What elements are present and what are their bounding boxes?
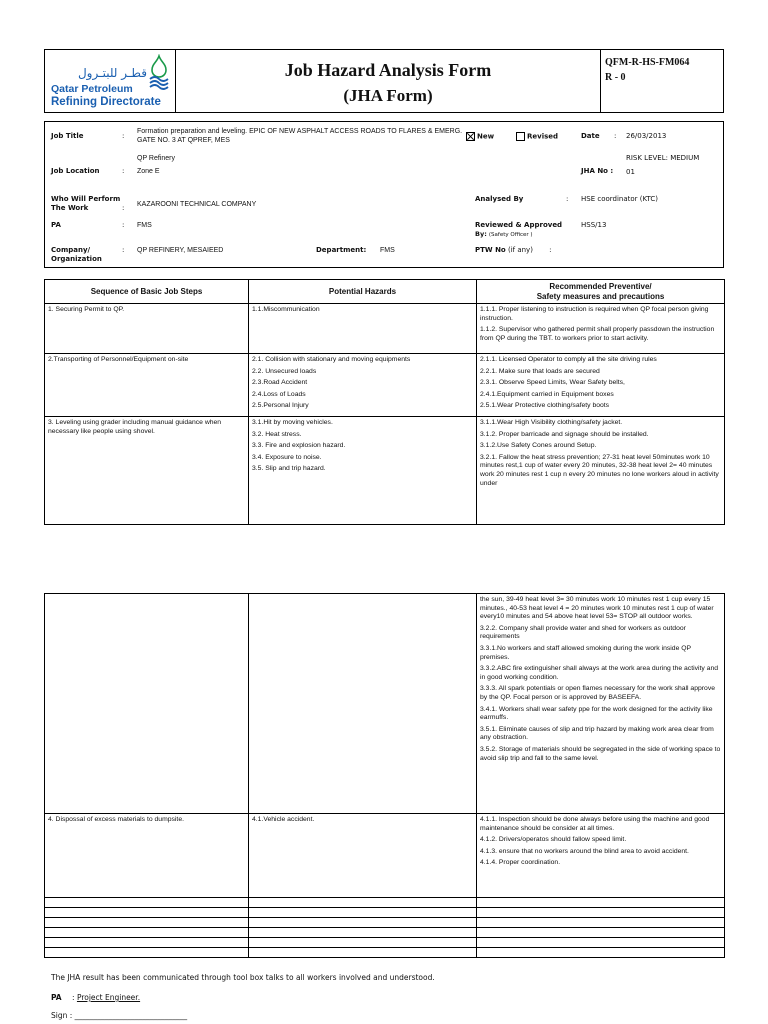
jha-no-label: JHA No : [581,167,614,175]
logo-company-name: Qatar Petroleum [51,83,133,95]
measure-item: 2.3.1. Observe Speed Limits, Wear Safety belts, [480,379,625,387]
revised-label: Revised [527,132,559,141]
measure-cell [477,814,725,898]
pa-label: PA [51,221,61,229]
table-row [45,814,725,898]
reviewed-by-note: (Safety Officer ) [488,232,533,238]
measure-item: 2.5.1.Wear Protective clothing/safety boots [480,402,610,410]
empty-cell [249,948,477,958]
empty-cell [477,928,725,938]
colon: : [122,221,125,229]
form-title: Job Hazard Analysis Form [284,60,492,80]
doc-code: QFM-R-HS-FM064 [605,57,690,68]
hazard-item: 3.4. Exposure to noise. [252,453,322,461]
empty-cell [249,928,477,938]
date-label: Date [581,132,600,140]
footer-pa-label: PA [51,993,62,1002]
measure-item: 4.1.4. Proper coordination. [480,859,561,867]
empty-cell [249,918,477,928]
empty-cell [249,908,477,918]
empty-cell [45,918,249,928]
form-subtitle: (JHA Form) [343,86,433,105]
hazard-item: 1.1.Miscommunication [252,306,320,313]
hazard-cell [249,416,477,524]
empty-table-row [45,938,725,948]
hazard-item: 2.4.Loss of Loads [252,390,306,398]
logo-arabic-text: قطـر للبتـرول [77,66,147,80]
table-row [45,354,725,417]
empty-cell [45,938,249,948]
measure-item: 3.1.1.Wear High Visibility clothing/safety jacket. [480,418,623,426]
communicated-note: The JHA result has been communicated through tool box talks to all workers involved and understood. [51,973,435,982]
measure-item: the sun, 39-49 heat level 3= 30 minutes work 10 minutes rest 1 cup every 15 minutes., 40-53 heat level 4 = 20 minutes work 10 minutes rest 1 cup of water every10 minutes and 54 above heat level 53= STOP all outdoor works. [480,596,714,621]
footer-sign-label: Sign : [51,1011,73,1020]
measure-item: 3.2.1. Fallow the heat stress prevention; 27-31 heat level 50minutes work 10 minutes rest,1 cup of water every 20 minutes, 32-38 heat level 2= 40 minutes work 20 minutes rest 1 cup n every 20 minutes no lone workers aloud in activity under [480,453,719,487]
col-header-hazards: Potential Hazards [249,280,477,304]
hazard-item: 3.5. Slip and trip hazard. [252,465,326,473]
empty-table-row [45,928,725,938]
doc-revision: R - 0 [605,72,626,83]
measure-cell [477,416,725,524]
job-location-value-1: QP Refinery [137,155,175,162]
measure-item: 1.1.2. Supervisor who gathered permit shall properly passdown the instruction from QP during the TBT. to workers prior to start activity. [480,326,715,342]
job-step-cell [45,814,249,898]
job-location-label: Job Location [51,167,100,175]
footer-pa-line [51,993,140,1002]
date-value: 26/03/2013 [626,132,667,140]
measure-cell [477,304,725,354]
empty-cell [477,908,725,918]
job-step-cell [45,594,249,814]
job-step-text: 3. Leveling using grader including manual guidance when necessary like people using shovel. [48,418,222,435]
job-step-text: 4. Dispossal of excess materials to dumpsite. [48,816,184,823]
job-info-box [44,121,724,268]
reviewed-by-line [475,230,533,239]
measure-item: 3.3.1.No workers and staff allowed smoking during the work inside QP premises. [480,644,691,661]
measure-item: 4.1.2. Drivers/operatos should fallow speed limit. [480,836,627,844]
job-step-text: 2.Transporting of Personnel/Equipment on-site [48,356,189,363]
hazard-item: 4.1.Vehicle accident. [252,816,315,823]
who-perform-label: Who Will Perform The Work [51,195,121,212]
empty-cell [45,898,249,908]
measure-item: 3.4.1. Workers shall wear safety ppe for the work designed for the activity like earmuffs. [480,705,713,722]
hazard-item: 2.3.Road Accident [252,379,308,387]
empty-cell [45,908,249,918]
empty-table-row [45,908,725,918]
footer-pa-value: Project Engineer. [76,993,141,1002]
table-row [45,594,725,814]
logo-division-name: Refining Directorate [51,96,161,108]
colon: : [614,132,617,140]
job-location-value-2: Zone E [137,168,160,175]
qp-logo [49,54,173,110]
measure-item: 3.2.2. Company shall provide water and shed for workers as outdoor requirements [480,624,686,641]
empty-cell [249,938,477,948]
form-header [44,49,724,113]
measure-item: 4.1.1. Inspection should be done always before using the machine and good maintenance should be consider at all times. [480,816,710,832]
hazard-item: 2.1. Collision with stationary and moving equipments [252,356,411,363]
empty-table-row [45,948,725,958]
reviewed-label: Reviewed & Approved [475,221,563,229]
who-perform-value: KAZAROONI TECHNICAL COMPANY [137,201,257,208]
footer-sign-line [51,1011,187,1020]
measure-item: 3.3.2.ABC fire extinguisher shall always at the work area during the activity and in good working condition. [480,665,719,681]
job-title-label: Job Title [51,132,84,140]
job-step-cell [45,304,249,354]
pa-value: FMS [137,222,152,229]
checkbox-checked-icon [466,132,475,141]
hazard-item: 3.3. Fire and explosion hazard. [252,442,346,450]
risk-level: RISK LEVEL: MEDIUM [626,154,700,162]
checkbox-empty-icon [516,132,525,141]
ptw-label: PTW No [475,246,506,254]
reviewed-value: HSS/13 [581,221,607,229]
company-value: QP REFINERY, MESAIEED [137,247,224,254]
footer-sign-underline: ______________________________ [74,1011,188,1020]
new-checkbox[interactable] [466,132,494,142]
table-row [45,416,725,524]
col-header-steps: Sequence of Basic Job Steps [45,280,249,304]
empty-cell [477,938,725,948]
measure-item: 1.1.1. Proper listening to instruction is required when QP focal person giving instruction. [480,306,709,322]
hazard-item: 2.2. Unsecured loads [252,367,317,375]
empty-cell [45,948,249,958]
measure-cell [477,354,725,417]
measure-item: 3.1.2. Proper barricade and signage should be installed. [480,430,649,438]
qp-emblem-icon [147,54,171,90]
colon: : [122,167,125,175]
job-step-cell [45,354,249,417]
department-value: FMS [380,247,395,254]
jha-no-value: 01 [626,168,635,176]
measure-item: 3.1.2.Use Safety Cones around Setup. [480,442,597,450]
col-header-measures-line2: Safety measures and precautions [536,291,665,301]
empty-table-row [45,898,725,908]
hazard-cell [249,304,477,354]
col-header-measures-line1: Recommended Preventive/ [549,281,652,291]
measure-item: 2.2.1. Make sure that loads are secured [480,367,600,375]
table-row [45,304,725,354]
empty-cell [249,898,477,908]
colon: : [72,993,75,1002]
measure-item: 2.4.1.Equipment carried in Equipment boxes [480,390,614,398]
new-label: New [477,132,495,141]
measure-item: 3.3.3. All spark potentials or open flames necessary for the work shall approve by the QP. Focal person or is approved by BASEEFA. [480,685,715,701]
measure-item: 4.1.3. ensure that no workers around the blind area to avoid accident. [480,847,689,855]
company-label: Company/ Organization [51,246,102,263]
measure-item: 3.5.1. Eliminate causes of slip and trip hazard by making work area clear from any obstraction. [480,725,714,742]
job-title-value: Formation preparation and leveling. EPIC OF NEW ASPHALT ACCESS ROADS TO FLARES & EMERG. GATE NO. 3 AT QPREF, MES [137,128,463,144]
reviewed-by-label: By: [475,230,487,238]
measure-item: 2.1.1. Licensed Operator to comply all the site driving rules [480,356,657,363]
empty-cell [477,918,725,928]
ptw-note: (if any) [507,246,533,254]
col-header-measures [477,280,725,304]
empty-cell [45,928,249,938]
jha-table-page2 [44,593,725,958]
colon: : [549,246,552,254]
empty-cell [477,898,725,908]
colon: : [566,195,569,203]
hazard-item: 2.5.Personal Injury [252,402,309,410]
department-label: Department: [316,246,367,254]
job-step-cell [45,416,249,524]
hazard-cell [249,354,477,417]
hazard-cell [249,594,477,814]
hazard-cell [249,814,477,898]
measure-item: 3.5.2. Storage of materials should be segregated in the side of working space to avoid slip trip and fall to the same level. [480,745,721,762]
colon: : [122,246,125,254]
measure-cell [477,594,725,814]
analysed-by-label: Analysed By [475,195,524,203]
ptw-line [475,246,552,255]
colon: : [122,132,125,140]
analysed-by-value: HSE coordinator (KTC) [581,195,659,203]
hazard-item: 3.1.Hit by moving vehicles. [252,418,333,426]
empty-cell [477,948,725,958]
job-step-text: 1. Securing Permit to QP. [48,306,125,313]
jha-table-page1 [44,279,725,525]
hazard-item: 3.2. Heat stress. [252,430,302,438]
revised-checkbox[interactable] [516,132,558,142]
colon: : [122,204,125,212]
empty-table-row [45,918,725,928]
